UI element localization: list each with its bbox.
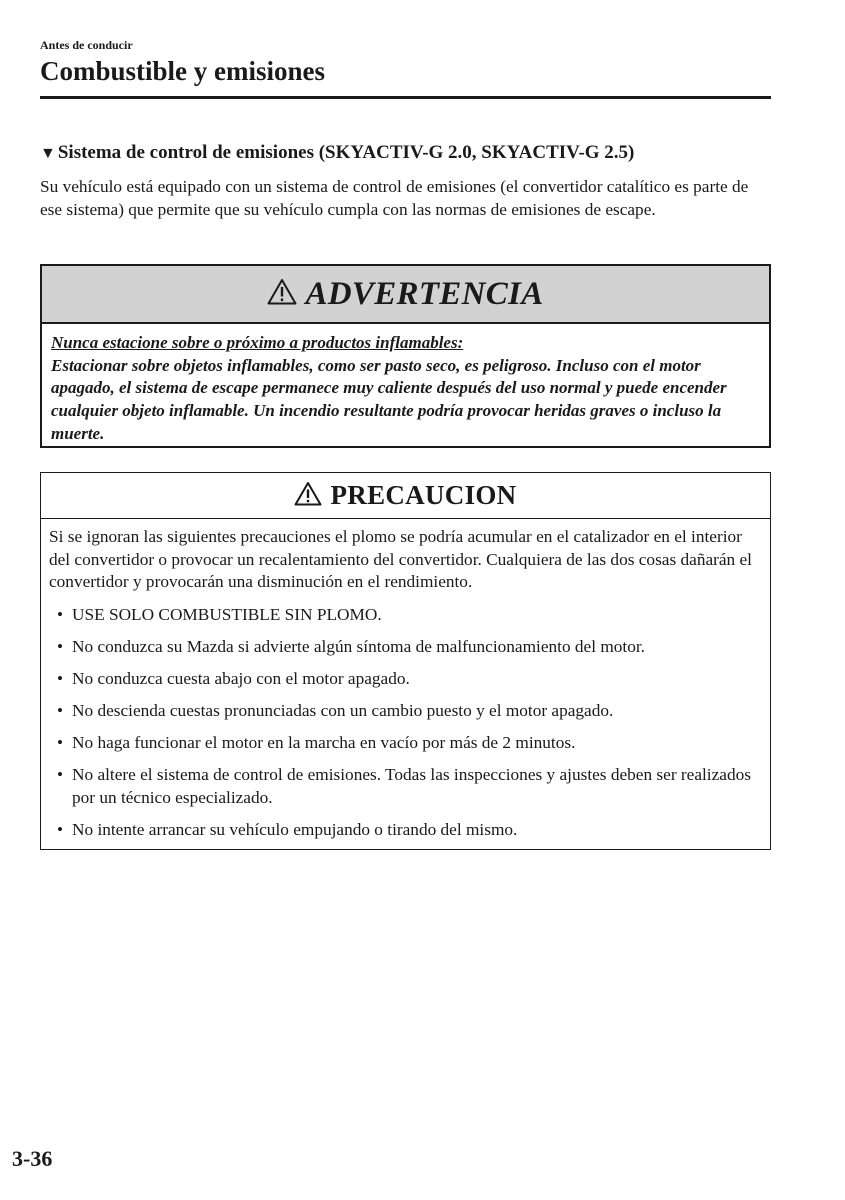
warning-lead: Nunca estacione sobre o próximo a productos inflamables: bbox=[51, 333, 464, 352]
bullet-icon: • bbox=[57, 636, 64, 656]
warning-triangle-icon bbox=[294, 481, 322, 511]
bullet-icon: • bbox=[57, 604, 64, 624]
warning-body bbox=[42, 324, 769, 446]
caution-body bbox=[41, 519, 770, 842]
caution-header bbox=[41, 473, 770, 519]
list-item: • No altere el sistema de control de emisiones. Todas las inspecciones y ajustes deben ser realizados por un técnico especializado. bbox=[57, 765, 751, 807]
section-marker-icon: ▼ bbox=[40, 145, 56, 162]
warning-header bbox=[42, 266, 769, 324]
bullet-icon: • bbox=[57, 733, 64, 753]
warning-label: ADVERTENCIA bbox=[305, 275, 544, 312]
caution-list bbox=[49, 604, 762, 842]
list-item: • No intente arrancar su vehículo empujando o tirando del mismo. bbox=[49, 819, 762, 842]
bullet-icon: • bbox=[57, 668, 64, 688]
bullet-icon: • bbox=[57, 820, 64, 840]
caution-intro: Si se ignoran las siguientes precauciones el plomo se podría acumular en el catalizador en el interior del convertidor o provocar un recalentamiento del convertidor. Cualquiera de las dos cosas dañarán el convertidor y provocarán una disminución en el rendimiento. bbox=[49, 527, 752, 591]
bullet-icon: • bbox=[57, 701, 64, 721]
page-number: 3-36 bbox=[12, 1146, 53, 1171]
caution-box bbox=[40, 472, 771, 850]
warning-box bbox=[40, 264, 771, 448]
list-item: • No conduzca su Mazda si advierte algún síntoma de malfuncionamiento del motor. bbox=[49, 636, 762, 659]
chapter-label: Antes de conducir bbox=[40, 38, 133, 52]
section-intro: Su vehículo está equipado con un sistema de control de emisiones (el convertidor catalítico es parte de ese sistema) que permite que su vehículo cumpla con las normas de emisiones de escape. bbox=[40, 177, 749, 219]
warning-text: Estacionar sobre objetos inflamables, como ser pasto seco, es peligroso. Incluso con el motor apagado, el sistema de escape permanece muy caliente después del uso normal y puede encender cualquier objeto inflamable. Un incendio resultante podría provocar heridas graves o incluso la muerte. bbox=[51, 355, 727, 443]
bullet-icon: • bbox=[57, 765, 64, 785]
list-item: • No conduzca cuesta abajo con el motor apagado. bbox=[49, 668, 762, 691]
list-item: • No haga funcionar el motor en la marcha en vacío por más de 2 minutos. bbox=[49, 732, 762, 755]
warning-triangle-icon bbox=[267, 278, 297, 310]
list-item: • No descienda cuestas pronunciadas con un cambio puesto y el motor apagado. bbox=[49, 700, 762, 723]
section-heading-text: Sistema de control de emisiones (SKYACTIV-G 2.0, SKYACTIV-G 2.5) bbox=[57, 142, 635, 163]
caution-label: PRECAUCION bbox=[330, 480, 517, 510]
page-title: Combustible y emisiones bbox=[40, 56, 326, 86]
title-divider bbox=[40, 96, 771, 99]
section-heading bbox=[40, 142, 780, 165]
list-item: • USE SOLO COMBUSTIBLE SIN PLOMO. bbox=[49, 604, 762, 627]
